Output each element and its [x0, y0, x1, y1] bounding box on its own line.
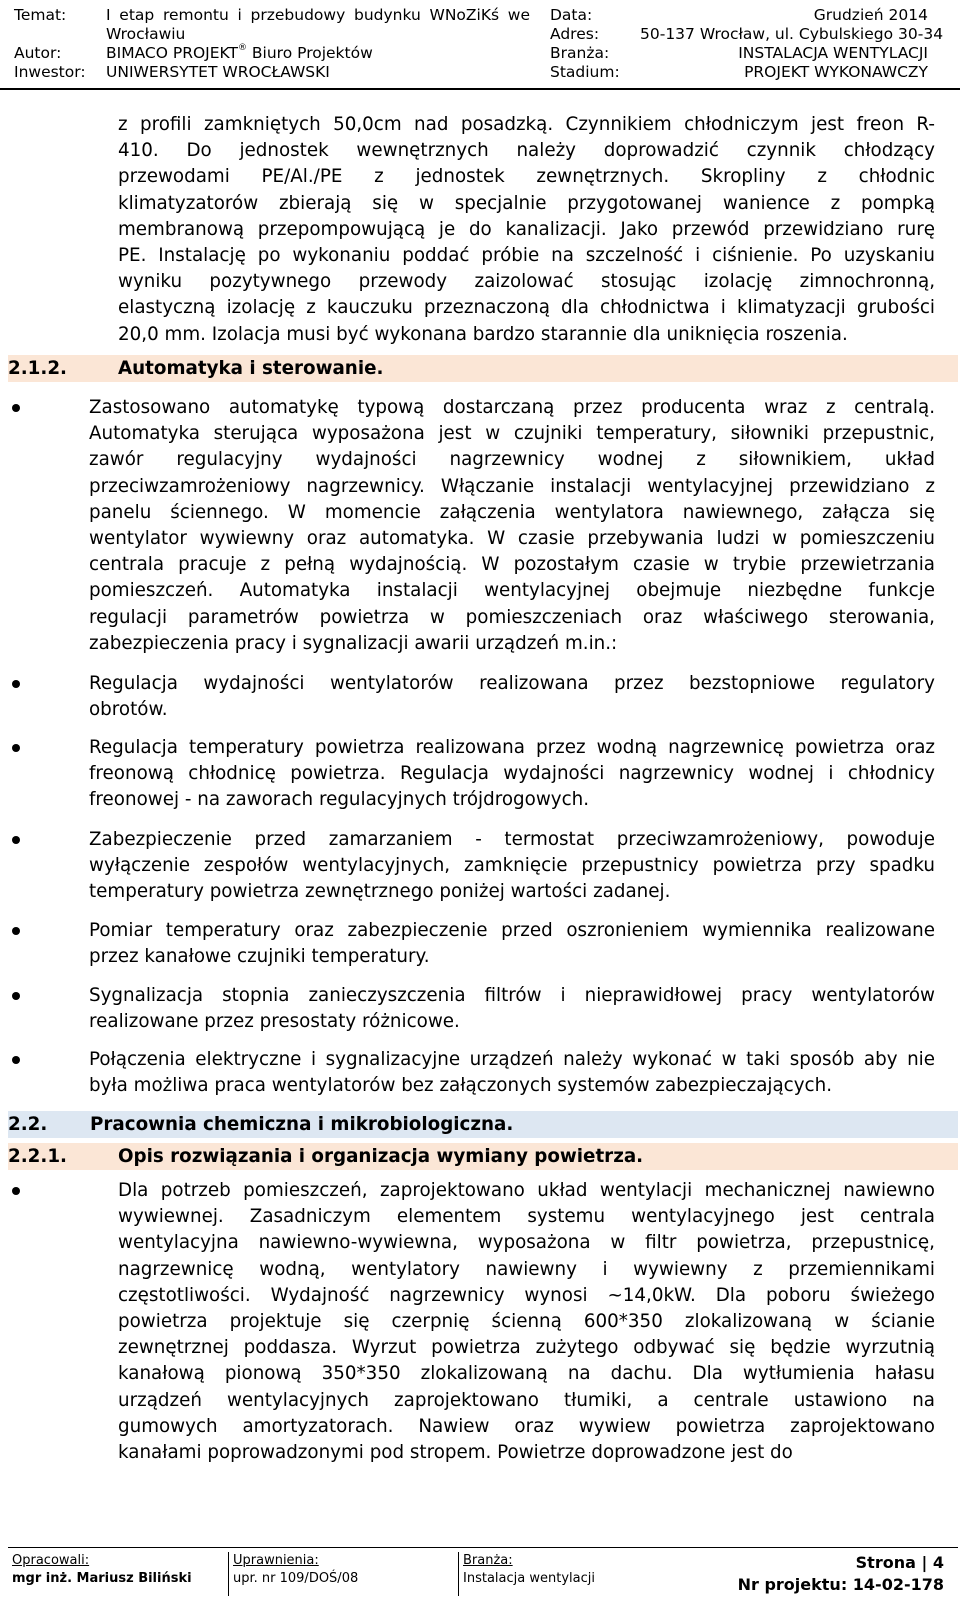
- text-line: Automatyka sterująca wyposażona jest w czujniki temperatury, siłowniki przepustnic,: [89, 423, 935, 445]
- autor-value: [106, 44, 373, 63]
- text-line: realizowane przez presostaty różnicowe.: [89, 1011, 460, 1033]
- heading-number: 2.2.1.: [8, 1146, 67, 1167]
- uprawnienia-label: Uprawnienia:: [233, 1553, 319, 1568]
- footer-opracowali: [8, 1552, 228, 1596]
- text-line: przez kanałowe czujniki temperatury.: [89, 946, 430, 968]
- footer-branza-label: Branża:: [463, 1553, 513, 1568]
- bullet-dot: [12, 992, 20, 1000]
- text-line: wentylator wywiewny oraz automatyka. W czasie przebywania ludzi w pomieszczeniu: [89, 528, 935, 549]
- text-line: z profili zamkniętych 50,0cm nad posadzką. Czynnikiem chłodniczym jest freon R-: [118, 114, 935, 135]
- footer-branza-value: Instalacja wentylacji: [463, 1571, 595, 1586]
- heading-title: Automatyka i sterowanie.: [118, 358, 384, 379]
- temat-label: Temat:: [14, 6, 67, 24]
- text-line: kanałami poprowadzonymi pod stropem. Powietrze doprowadzone jest do: [118, 1442, 793, 1463]
- text-line: obrotów.: [89, 699, 168, 721]
- text-line: panelu ściennego. W momencie załączenia wentylatora nawiewnego, załącza się: [89, 501, 935, 523]
- text-line: powietrza projektuje się czerpnię ścienną 600*350 zlokalizowaną w ścianie: [118, 1311, 935, 1332]
- text-line: Zabezpieczenie przed zamarzaniem - termostat przeciwzamrożeniowy, powoduje: [89, 829, 935, 850]
- branza-value: INSTALACJA WENTYLACJI: [738, 44, 928, 62]
- data-value: Grudzień 2014: [813, 6, 928, 24]
- text-line: nagrzewnicę wodną, wentylatory nawiewny i wywiewny z przemiennikami: [118, 1258, 935, 1280]
- text-line: membranową przepompowującą je do kanalizacji. Jako przewód przewidziano rurę: [118, 218, 935, 240]
- text-line: Zastosowano automatykę typową dostarczaną przez producenta wraz z centralą.: [89, 397, 935, 418]
- text-line: Regulacja temperatury powietrza realizowana przez wodną nagrzewnicę powietrza oraz: [89, 737, 935, 758]
- bullet-dot: [12, 836, 20, 844]
- bullet-dot: [12, 744, 20, 752]
- text-line: kanałową pionową 350*350 zlokalizowaną na dachu. Dla wytłumienia hałasu: [118, 1363, 935, 1385]
- bullet-dot: [12, 1187, 20, 1195]
- data-label: Data:: [550, 6, 593, 24]
- text-line: Połączenia elektryczne i sygnalizacyjne urządzeń należy wykonać w taki sposób aby nie: [89, 1049, 935, 1070]
- text-line: pomieszczeń. Automatyka instalacji wentylacyjnej obejmuje niezbędne funkcje: [89, 580, 935, 602]
- autor-label: Autor:: [14, 44, 62, 62]
- text-line: Sygnalizacja stopnia zanieczyszczenia filtrów i nieprawidłowej pracy wentylatorów: [89, 985, 935, 1006]
- temat-value-line2: Wrocławiu: [106, 25, 186, 43]
- bullet-dot: [12, 680, 20, 688]
- branza-label: Branża:: [550, 44, 610, 62]
- text-line: Regulacja wydajności wentylatorów realizowana przez bezstopniowe regulatory: [89, 673, 935, 694]
- text-line: wywiewnej. Zasadniczym elementem systemu wentylacyjnego jest centrala: [118, 1206, 935, 1228]
- text-line: zewnętrznej poddasza. Wyrzut powietrza zużytego odbywać się będzie wyrzutnią: [118, 1337, 935, 1359]
- footer-branza: [458, 1552, 658, 1596]
- text-line: zawór regulacyjny wydajności nagrzewnicy wodnej z siłownikiem, układ: [89, 449, 935, 471]
- text-line: centrala pracuje z pełną wydajnością. W pozostałym czasie w trybie przewietrzania: [89, 554, 935, 576]
- heading-title: Opis rozwiązania i organizacja wymiany powietrza.: [118, 1146, 644, 1167]
- page-number: Strona | 4: [855, 1553, 944, 1572]
- text-line: urządzeń wentylacyjnych zaprojektowano tłumiki, a centrale ustawiono na: [118, 1389, 935, 1411]
- stadium-value: PROJEKT WYKONAWCZY: [744, 63, 928, 81]
- heading-2-2: [8, 1111, 958, 1138]
- text-line: przewodami PE/Al./PE z jednostek zewnętrznych. Skropliny z chłodnic: [118, 166, 935, 188]
- document-header: [0, 0, 960, 90]
- heading-title: Pracownia chemiczna i mikrobiologiczna.: [90, 1114, 514, 1135]
- footer-uprawnienia: [228, 1552, 458, 1596]
- text-line: gumowych amortyzatorach. Nawiew oraz wywiew powietrza zaprojektowano: [118, 1415, 935, 1437]
- inwestor-label: Inwestor:: [14, 63, 86, 81]
- text-line: zabezpieczenia pracy i sygnalizacji awarii urządzeń m.in.:: [89, 632, 618, 654]
- text-line: przeciwzamrożeniowy nagrzewnicy. Włączanie instalacji wentylacyjnej przewidziano z: [89, 475, 935, 497]
- heading-number: 2.2.: [8, 1114, 48, 1135]
- text-line: wentylacyjna nawiewno-wywiewna, wyposażona w filtr powietrza, przepustnicę,: [118, 1232, 935, 1254]
- opracowali-label: Opracowali:: [12, 1553, 90, 1568]
- text-line: 410. Do jednostek wewnętrznych należy doprowadzić czynnik chłodzący: [118, 140, 935, 162]
- heading-number: 2.1.2.: [8, 358, 67, 379]
- text-line: elastyczną izolację z kauczuku przeznaczoną dla chłodnictwa i klimatyzacji grubości: [118, 297, 935, 319]
- autor-name: BIMACO PROJEKT: [106, 44, 238, 62]
- registered-mark: ®: [237, 42, 247, 53]
- bullet-dot: [12, 927, 20, 935]
- text-line: Dla potrzeb pomieszczeń, zaprojektowano układ wentylacji mechanicznej nawiewno: [118, 1180, 935, 1201]
- text-line: regulacji parametrów powietrza w pomieszczeniach oraz właściwego sterowania,: [89, 606, 935, 628]
- heading-2-1-2: [8, 355, 958, 382]
- adres-label: Adres:: [550, 25, 600, 43]
- text-line: Pomiar temperatury oraz zabezpieczenie przed oszronieniem wymiennika realizowane: [89, 920, 935, 941]
- footer-page-info: [738, 1552, 944, 1596]
- document-footer: [8, 1547, 958, 1597]
- text-line: była możliwa praca wentylatorów bez załączonych systemów zabezpieczających.: [89, 1075, 833, 1097]
- text-line: PE. Instalację po wykonaniu poddać próbie na szczelność i ciśnienie. Po uzyskaniu: [118, 245, 935, 266]
- text-line: wyłączenie zespołów wentylacyjnych, zamknięcie przepustnicy powietrza przy spadku: [89, 855, 935, 877]
- text-line: wyniku pozytywnego przewody zaizolować stosując izolację zimnochronną,: [118, 271, 935, 293]
- inwestor-value: UNIWERSYTET WROCŁAWSKI: [106, 63, 330, 81]
- bullet-dot: [12, 404, 20, 412]
- text-line: klimatyzatorów zbierają się w specjalnie przygotowanej wanience z pompką: [118, 192, 935, 214]
- uprawnienia-value: upr. nr 109/DOŚ/08: [233, 1571, 359, 1586]
- autor-name-2: Biuro Projektów: [251, 44, 373, 62]
- text-line: 20,0 mm. Izolacja musi być wykonana bardzo starannie dla uniknięcia roszenia.: [118, 323, 848, 345]
- text-line: częstotliwości. Wydajność nagrzewnicy wynosi ~14,0kW. Dla poboru świeżego: [118, 1284, 935, 1306]
- heading-2-2-1: [8, 1143, 958, 1170]
- temat-value: I etap remontu i przebudowy budynku WNoZiKś we: [106, 6, 530, 24]
- bullet-dot: [12, 1056, 20, 1064]
- stadium-label: Stadium:: [550, 63, 620, 81]
- project-number: Nr projektu: 14-02-178: [737, 1575, 944, 1594]
- text-line: freonową chłodnicę powietrza. Regulacja wydajności nagrzewnicy wodnej i chłodnicy: [89, 763, 935, 785]
- adres-value: 50-137 Wrocław, ul. Cybulskiego 30-34: [640, 25, 944, 43]
- text-line: freonowej - na zaworach regulacyjnych trójdrogowych.: [89, 789, 590, 811]
- text-line: temperatury powietrza zewnętrznego poniżej wartości zadanej.: [89, 881, 671, 903]
- opracowali-value: mgr inż. Mariusz Biliński: [12, 1571, 192, 1586]
